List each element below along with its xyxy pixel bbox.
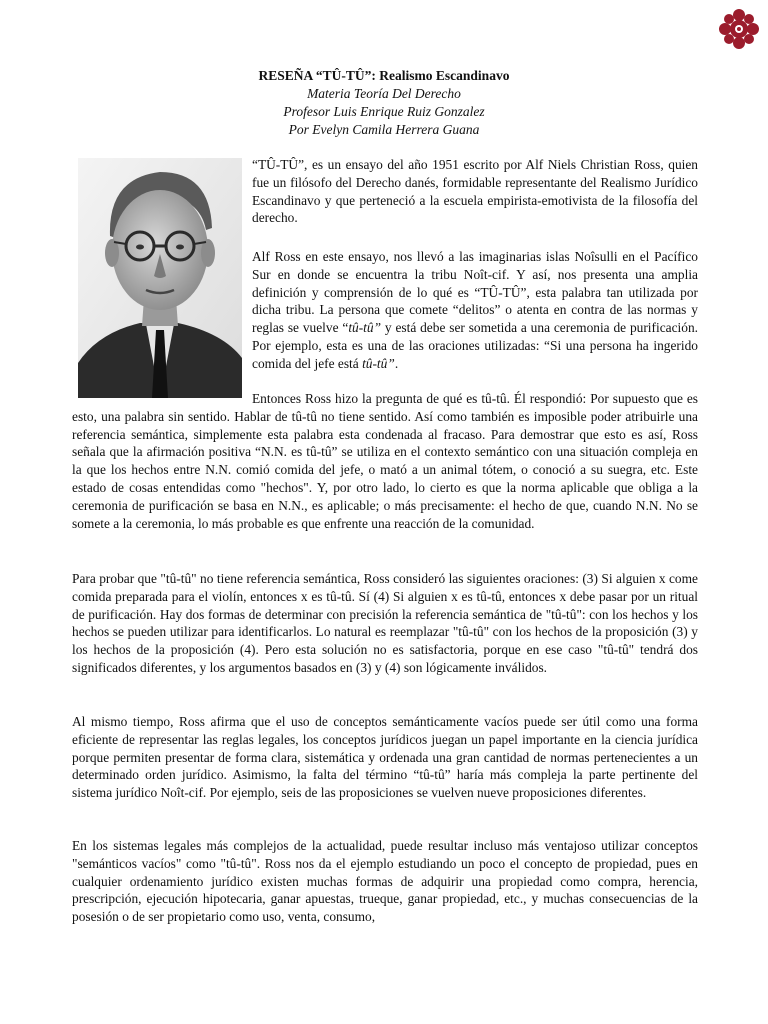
ross-text-part-2: y está debe ser sometida a una ceremonia de purificación. Por ejemplo, esta es una de las oraciones utilizadas: “Si una persona ha ingerido comida del jefe está <box>252 320 698 371</box>
legal-systems-paragraph: En los sistemas legales más complejos de la actualidad, puede resultar incluso más ventajoso utilizar conceptos "semánticos vacíos" como "tû-tû". Ross nos da el ejemplo estudiando un poco el concepto de propiedad, pues en cualquier ordenamiento jurídico existen muchas formas de adquirir una propiedad como compra, herencia, prescripción, ejecución hipotecaria, ganar apuestas, trueque, ganar propiedad, etc., y muchas consecuencias de la posesión o de ser propietario como uso, venta, consumo, <box>72 838 698 925</box>
legal-concepts-paragraph: Al mismo tiempo, Ross afirma que el uso de conceptos semánticamente vacíos puede ser útil como una forma eficiente de representar las reglas legales, los conceptos jurídicos juegan un papel importante en la ciencia jurídica porque permiten presentar de forma clara, sistemática y ordenada una gran cantidad de normas pertenecientes a un determinado orden jurídico. Asimismo, la falta del término “tû-tû” haría más compleja la parte pertinente del sistema jurídico Noît-cif. Por ejemplo, seis de las proposiciones se vuelven nueve proposiciones diferentes. <box>72 714 698 801</box>
ross-essay-paragraph <box>252 248 698 373</box>
tutu-term-1: tû-tû” <box>348 320 382 336</box>
author-name: Por Evelyn Camila Herrera Guana <box>288 122 480 137</box>
document-header <box>0 67 768 139</box>
intro-paragraph: “TÛ-TÛ”, es un ensayo del año 1951 escrito por Alf Niels Christian Ross, quien fue un filósofo del Derecho danés, formidable representante del Realismo Jurídico Escandinavo y que perteneció a la escuela empirista-emotivista de la filosofía del derecho. <box>252 157 698 226</box>
document-title: RESEÑA “TÛ-TÛ”: Realismo Escandinavo <box>258 68 510 83</box>
professor-name: Profesor Luis Enrique Ruiz Gonzalez <box>283 104 485 119</box>
portrait-photo <box>78 158 242 398</box>
tutu-term-2: tû-tû” <box>362 355 395 371</box>
question-paragraph: Entonces Ross hizo la pregunta de qué es tû-tû. Él respondió: Por supuesto que es esto, una palabra sin sentido. Hablar de tû-tû no tiene sentido. Así como también es imposible poder atribuirle una referencia semántica, simplemente esta palabra esta condenada al fracaso. Para demostrar que esto es así, Ross señala que la afirmación positiva “N.N. es tû-tû” se utiliza en el contexto semántico con una situación compleja en la que los hechos entre N.N. comió comida del jefe, o mató a un animal tótem, o conoció a su suegra, etc. Este estado de cosas entendidas como "hechos". Y, por otro lado, lo cierto es que la norma aplicable que obliga a la ceremonia de purificación se basa en N.N., es aplicable; o más precisamente: el hecho de que, cuando N.N. No se somete a la ceremonia, lo más probable es que enfrente una reacción de la comunidad. <box>72 391 698 531</box>
ross-text-part-1: Alf Ross en este ensayo, nos llevó a las imaginarias islas Noîsulli en el Pacífico Sur en donde se encuentra la tribu Noît-cif. Y así, nos presenta una amplia definición y comprensión de lo qué es “TÛ-TÛ”, esta palabra tan utilizada por dicha tribu. La persona que comete “delitos” o atenta en contra de las normas y reglas se vuelve “ <box>252 249 698 336</box>
course-name: Materia Teoría Del Derecho <box>307 86 461 101</box>
ross-text-part-3: . <box>394 355 399 371</box>
semantic-reference-paragraph: Para probar que "tû-tû" no tiene referencia semántica, Ross consideró las siguientes oraciones: (3) Si alguien x come comida preparada para el violín, entonces x es tû-tû. Sí (4) Si alguien x es tû-tû, entonces x debe pasar por un ritual de purificación. Hay dos formas de determinar con precisión la referencia semántica de "tû-tû": con los hechos y los hechos se pueden utilizar para identificarlos. Lo natural es reemplazar "tû-tû" con los hechos de la proposición (3) y los hechos de la proposición (4). Pero esta solución no es satisfactoria, porque en ese caso "tû-tû" tendrá dos significados diferentes, y los argumentos basados en (3) y (4) son lógicamente inválidos. <box>72 571 698 675</box>
institution-crest-icon <box>716 6 762 52</box>
